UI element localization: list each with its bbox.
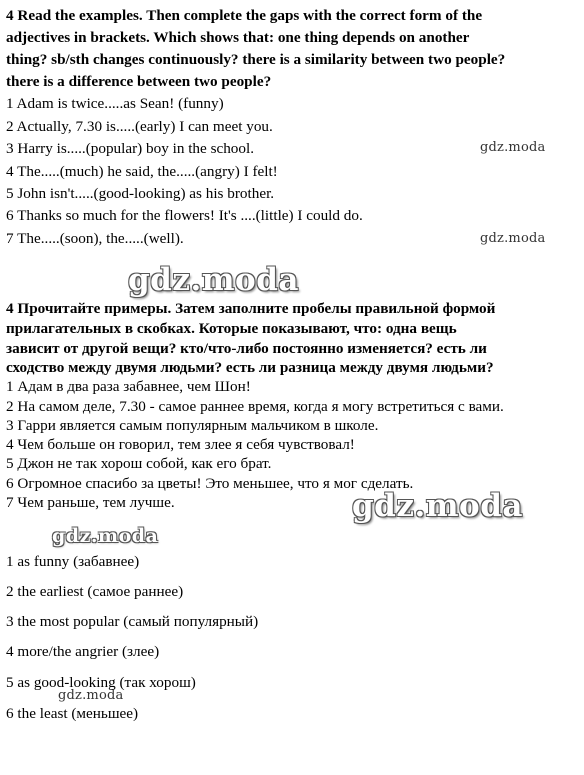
- russian-task-line-3: зависит от другой вещи? кто/что-либо постоянно изменяется? есть ли: [6, 340, 487, 357]
- english-item-6: 6 Thanks so much for the flowers! It's ....(little) I could do.: [6, 207, 363, 224]
- russian-item-2: 2 На самом деле, 7.30 - самое раннее время, когда я могу встретиться с вами.: [6, 398, 504, 415]
- watermark-small-1: gdz.moda: [480, 140, 546, 155]
- russian-item-6: 6 Огромное спасибо за цветы! Это меньшее, что я мог сделать.: [6, 475, 414, 492]
- watermark-medium: gdz.moda: [52, 525, 159, 547]
- russian-task-line-4: сходство между двумя людьми? есть ли разница между двумя людьми?: [6, 359, 494, 376]
- russian-item-7: 7 Чем раньше, тем лучше.: [6, 494, 175, 511]
- english-item-1: 1 Adam is twice.....as Sean! (funny): [6, 95, 224, 112]
- watermark-small-3: gdz.moda: [58, 688, 124, 703]
- answer-3: 3 the most popular (самый популярный): [6, 613, 259, 630]
- english-task-line-1: 4 Read the examples. Then complete the gaps with the correct form of the: [6, 7, 483, 24]
- english-task-line-4: there is a difference between two people?: [6, 73, 272, 90]
- answer-4: 4 more/the angrier (злее): [6, 643, 160, 660]
- answer-2: 2 the earliest (самое раннее): [6, 583, 184, 600]
- english-task-line-3: thing? sb/sth changes continuously? there is a similarity between two people?: [6, 51, 506, 68]
- russian-item-3: 3 Гарри является самым популярным мальчиком в школе.: [6, 417, 379, 434]
- english-task-line-2: adjectives in brackets. Which shows that: one thing depends on another: [6, 29, 470, 46]
- english-item-3: 3 Harry is.....(popular) boy in the school.: [6, 140, 255, 157]
- english-item-7: 7 The.....(soon), the.....(well).: [6, 230, 184, 247]
- watermark-small-2: gdz.moda: [480, 231, 546, 246]
- russian-task-line-1: 4 Прочитайте примеры. Затем заполните пробелы правильной формой: [6, 300, 496, 317]
- english-item-2: 2 Actually, 7.30 is.....(early) I can meet you.: [6, 118, 273, 135]
- answer-1: 1 as funny (забавнее): [6, 553, 140, 570]
- russian-item-5: 5 Джон не так хорош собой, как его брат.: [6, 455, 272, 472]
- answer-5: 5 as good-looking (так хорош): [6, 674, 196, 691]
- watermark-large-2: gdz.moda: [352, 488, 523, 524]
- answer-6: 6 the least (меньшее): [6, 705, 139, 722]
- watermark-large-1: gdz.moda: [128, 262, 299, 298]
- russian-item-1: 1 Адам в два раза забавнее, чем Шон!: [6, 378, 251, 395]
- english-item-5: 5 John isn't.....(good-looking) as his brother.: [6, 185, 275, 202]
- russian-task-line-2: прилагательных в скобках. Которые показывают, что: одна вещь: [6, 320, 457, 337]
- russian-item-4: 4 Чем больше он говорил, тем злее я себя чувствовал!: [6, 436, 355, 453]
- english-item-4: 4 The.....(much) he said, the.....(angry) I felt!: [6, 163, 278, 180]
